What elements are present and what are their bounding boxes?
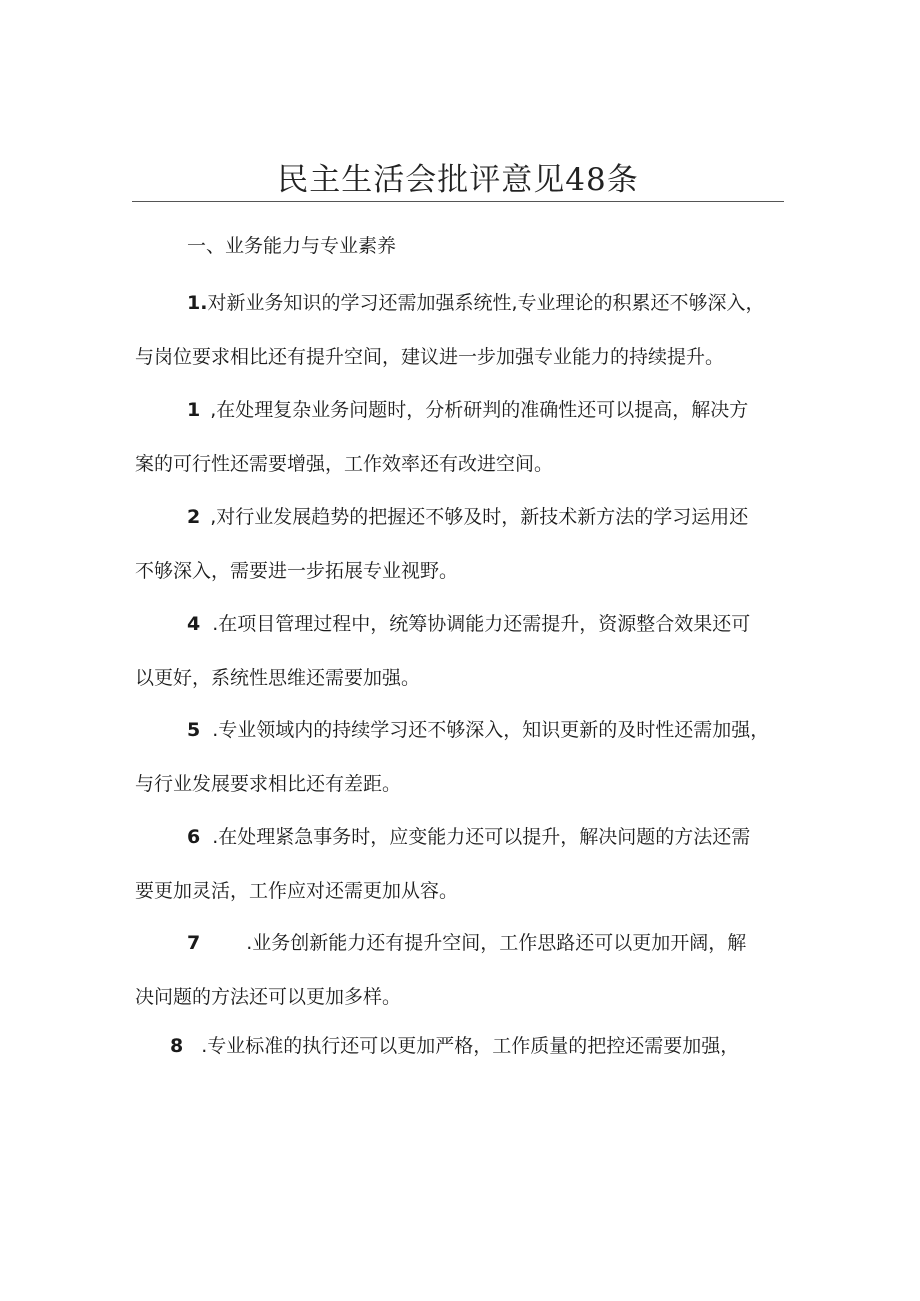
item-number: 1: [187, 399, 201, 421]
item-first-line: [135, 810, 795, 864]
item-text: 与行业发展要求相比还有差距。: [135, 773, 402, 795]
item-number: 7: [187, 932, 201, 954]
item-text: 不够深入，需要进一步拓展专业视野。: [135, 560, 459, 582]
item-text: 以更好，系统性思维还需要加强。: [135, 667, 421, 689]
list-item: [135, 916, 795, 1024]
item-text: .在项目管理过程中，统筹协调能力还需提升，资源整合效果还可: [212, 613, 751, 635]
item-first-line: [135, 490, 795, 544]
item-text: .专业标准的执行还可以更加严格，工作质量的把控还需要加强，: [201, 1035, 740, 1057]
item-text: .业务创新能力还有提升空间，工作思路还可以更加开阔，解: [246, 932, 747, 954]
item-first-line: [135, 383, 795, 437]
item-number: 8: [170, 1035, 184, 1057]
item-text: 案的可行性还需要增强，工作效率还有改进空间。: [135, 453, 554, 475]
item-text: ,在处理复杂业务问题时，分析研判的准确性还可以提高，解决方: [210, 399, 749, 421]
item-text: .在处理紧急事务时，应变能力还可以提升，解决问题的方法还需: [212, 826, 751, 848]
item-text: 决问题的方法还可以更加多样。: [135, 986, 402, 1008]
list-item: [135, 383, 795, 491]
item-first-line: [135, 703, 795, 757]
item-first-line: [118, 1019, 778, 1073]
list-item: [135, 597, 795, 705]
item-text: .专业领域内的持续学习还不够深入，知识更新的及时性还需加强，: [212, 719, 770, 741]
item-text: 与岗位要求相比还有提升空间，建议进一步加强专业能力的持续提升。: [135, 346, 725, 368]
item-text: ,对行业发展趋势的把握还不够及时，新技术新方法的学习运用还: [210, 506, 749, 528]
item-number: 4: [187, 613, 201, 635]
item-first-line: [135, 276, 795, 330]
list-item: [135, 810, 795, 918]
title-divider: [132, 201, 784, 202]
item-text: 对新业务知识的学习还需加强系统性,专业理论的积累还不够深入，: [207, 292, 765, 314]
list-item: [135, 703, 795, 811]
item-number: 1.: [187, 292, 208, 314]
document-title: 民主生活会批评意见48条: [277, 162, 639, 198]
item-text: 要更加灵活，工作应对还需更加从容。: [135, 880, 459, 902]
list-item: [118, 1019, 778, 1073]
item-number: 6: [187, 826, 201, 848]
list-item: [135, 276, 795, 384]
section-heading: 一、业务能力与专业素养: [187, 235, 397, 257]
item-number: 2: [187, 506, 201, 528]
item-number: 5: [187, 719, 201, 741]
item-first-line: [135, 597, 795, 651]
list-item: [135, 490, 795, 598]
item-first-line: [135, 916, 795, 970]
